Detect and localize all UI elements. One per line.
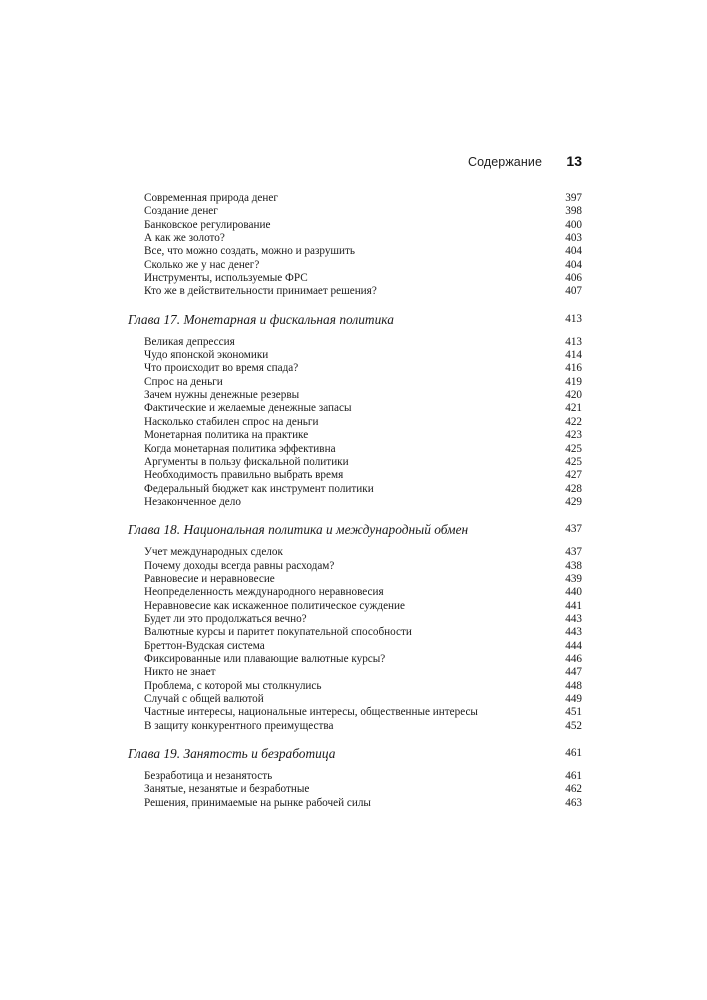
- chapter-page: 437: [565, 523, 582, 536]
- toc-entry-title: Насколько стабилен спрос на деньги: [144, 415, 319, 428]
- page-header: [130, 152, 582, 174]
- toc-entry-page: 449: [565, 693, 582, 705]
- toc-entry: [128, 285, 582, 298]
- toc-entry-title: Бреттон-Вудская система: [144, 639, 265, 652]
- toc-entry: [128, 456, 582, 469]
- toc-entry-title: Когда монетарная политика эффективна: [144, 442, 336, 455]
- toc-entry: [128, 259, 582, 272]
- toc-entry-page: 398: [565, 205, 582, 218]
- toc-entry: [128, 640, 582, 653]
- toc-entry-page: 407: [565, 285, 582, 298]
- chapter-heading: [128, 745, 582, 762]
- toc-entry-title: Решения, принимаемые на рынке рабочей силы: [144, 796, 371, 809]
- chapter-heading: [128, 521, 582, 538]
- toc-entry: [128, 496, 582, 509]
- toc-entry: [128, 416, 582, 429]
- toc-entry-title: Почему доходы всегда равны расходам?: [144, 559, 335, 572]
- toc-entry-title: Проблема, с которой мы столкнулись: [144, 679, 322, 692]
- toc-entry: [128, 680, 582, 693]
- toc-entry: [128, 770, 582, 783]
- chapter-title: Глава 17. Монетарная и фискальная политика: [128, 311, 394, 327]
- toc-entry-page: 448: [565, 679, 582, 692]
- toc-entry-title: Что происходит во время спада?: [144, 362, 299, 375]
- toc-entry-title: Неравновесие как искаженное политическое суждение: [144, 599, 405, 612]
- toc-entry: [128, 245, 582, 258]
- toc-entry: [128, 402, 582, 415]
- toc-entry-page: 397: [565, 192, 582, 204]
- toc-entry-title: Учет международных сделок: [144, 546, 283, 559]
- toc-entry-page: 404: [565, 245, 582, 258]
- toc-entry-page: 427: [565, 469, 582, 482]
- toc-entry-title: Спрос на деньги: [144, 375, 223, 388]
- toc-entry: [128, 586, 582, 599]
- toc-entry-title: Монетарная политика на практике: [144, 429, 309, 442]
- toc-entry: [128, 546, 582, 559]
- toc-entry-title: А как же золото?: [144, 232, 225, 245]
- toc-entry: [128, 560, 582, 573]
- toc-entry-title: Незаконченное дело: [144, 495, 241, 508]
- toc-entry: [128, 653, 582, 666]
- toc-entry-page: 425: [565, 455, 582, 468]
- toc-entry-title: Кто же в действительности принимает решения?: [144, 285, 377, 298]
- toc-entry: [128, 272, 582, 285]
- toc-entry-title: Создание денег: [144, 205, 218, 218]
- toc-entry-page: 403: [565, 232, 582, 245]
- toc-entry-title: Будет ли это продолжаться вечно?: [144, 612, 307, 625]
- toc-entry-title: Аргументы в пользу фискальной политики: [144, 455, 349, 468]
- toc-entry-page: 428: [565, 482, 582, 495]
- toc-entry-title: Занятые, незанятые и безработные: [144, 783, 310, 796]
- toc-entry-page: 425: [565, 442, 582, 455]
- toc-entry-page: 438: [565, 559, 582, 572]
- toc-entry-page: 421: [565, 402, 582, 415]
- toc-entry: [128, 720, 582, 733]
- toc-entry-title: Сколько же у нас денег?: [144, 258, 260, 271]
- toc-entry-title: Равновесие и неравновесие: [144, 572, 275, 585]
- chapter-list: [128, 311, 582, 810]
- toc-entry: [128, 706, 582, 719]
- toc-entry-page: 440: [565, 586, 582, 599]
- toc-entry-title: Никто не знает: [144, 666, 216, 679]
- toc-entry-page: 443: [565, 612, 582, 625]
- toc-entry: [128, 336, 582, 349]
- toc-entry-page: 437: [565, 546, 582, 559]
- toc-entry-title: Фиксированные или плавающие валютные курсы?: [144, 652, 386, 665]
- chapter-title: Глава 18. Национальная политика и международный обмен: [128, 522, 469, 538]
- toc-entry-page: 446: [565, 652, 582, 665]
- toc-entry-page: 439: [565, 572, 582, 585]
- toc-entry: [128, 443, 582, 456]
- toc-entry: [128, 573, 582, 586]
- toc-entry-title: Валютные курсы и паритет покупательной способности: [144, 626, 412, 639]
- toc-entry-title: Фактические и желаемые денежные запасы: [144, 402, 352, 415]
- chapter-page: 461: [565, 747, 582, 760]
- chapter-entries: [128, 546, 582, 733]
- running-title: Содержание: [467, 155, 542, 169]
- toc-entry: [128, 613, 582, 626]
- toc-entry: [128, 693, 582, 706]
- toc-entry-page: 461: [565, 770, 582, 783]
- toc-entry-title: Современная природа денег: [144, 192, 278, 204]
- toc-entry-page: 400: [565, 218, 582, 231]
- toc-entry: [128, 389, 582, 402]
- toc-entry-title: Неопределенность международного неравновесия: [144, 586, 384, 599]
- toc-entry: [128, 429, 582, 442]
- toc-entry: [128, 205, 582, 218]
- toc-entry-page: 414: [565, 349, 582, 362]
- toc-entry: [128, 362, 582, 375]
- toc-entry-title: В защиту конкурентного преимущества: [144, 719, 334, 732]
- toc-entry-title: Банковское регулирование: [144, 218, 271, 231]
- chapter-title: Глава 19. Занятость и безработица: [128, 746, 336, 762]
- toc-entry-page: 441: [565, 599, 582, 612]
- toc-entry-title: Зачем нужны денежные резервы: [144, 389, 300, 402]
- toc-entry: [128, 666, 582, 679]
- toc-entry: [128, 483, 582, 496]
- toc-entry-title: Чудо японской экономики: [144, 349, 269, 362]
- chapter-entries: [128, 770, 582, 810]
- toc-entry-page: 429: [565, 495, 582, 508]
- toc-entry-page: 447: [565, 666, 582, 679]
- toc-entry-page: 451: [565, 706, 582, 719]
- toc-entry: [128, 469, 582, 482]
- toc-entry: [128, 797, 582, 810]
- toc-entry-page: 423: [565, 429, 582, 442]
- toc-entry: [128, 600, 582, 613]
- toc-entry-page: 413: [565, 335, 582, 348]
- toc-entry: [128, 626, 582, 639]
- toc-entry: [128, 349, 582, 362]
- toc-entry: [128, 219, 582, 232]
- toc-entry: [128, 192, 582, 205]
- toc-entry-page: 404: [565, 258, 582, 271]
- toc-entry-title: Безработица и незанятость: [144, 770, 273, 783]
- toc-entry-title: Все, что можно создать, можно и разрушить: [144, 245, 356, 258]
- toc-entry-page: 452: [565, 719, 582, 732]
- toc-entry-page: 463: [565, 796, 582, 809]
- toc-entry-page: 443: [565, 626, 582, 639]
- chapter-heading: [128, 311, 582, 328]
- toc-entry: [128, 376, 582, 389]
- table-of-contents: [128, 192, 582, 810]
- chapter-page: 413: [565, 312, 582, 325]
- intro-entries: [128, 192, 582, 299]
- toc-entry-title: Частные интересы, национальные интересы, общественные интересы: [144, 706, 478, 719]
- toc-entry: [128, 783, 582, 796]
- toc-entry-page: 422: [565, 415, 582, 428]
- toc-entry-title: Необходимость правильно выбрать время: [144, 469, 344, 482]
- toc-entry-title: Федеральный бюджет как инструмент политики: [144, 482, 374, 495]
- chapter-entries: [128, 336, 582, 509]
- toc-entry-title: Великая депрессия: [144, 335, 235, 348]
- toc-entry-page: 462: [565, 783, 582, 796]
- toc-entry-page: 444: [565, 639, 582, 652]
- toc-entry: [128, 232, 582, 245]
- toc-entry-page: 419: [565, 375, 582, 388]
- page-number: 13: [566, 153, 582, 169]
- toc-entry-page: 416: [565, 362, 582, 375]
- toc-entry-title: Случай с общей валютой: [144, 693, 264, 705]
- toc-entry-title: Инструменты, используемые ФРС: [144, 272, 308, 285]
- toc-entry-page: 420: [565, 389, 582, 402]
- toc-entry-page: 406: [565, 272, 582, 285]
